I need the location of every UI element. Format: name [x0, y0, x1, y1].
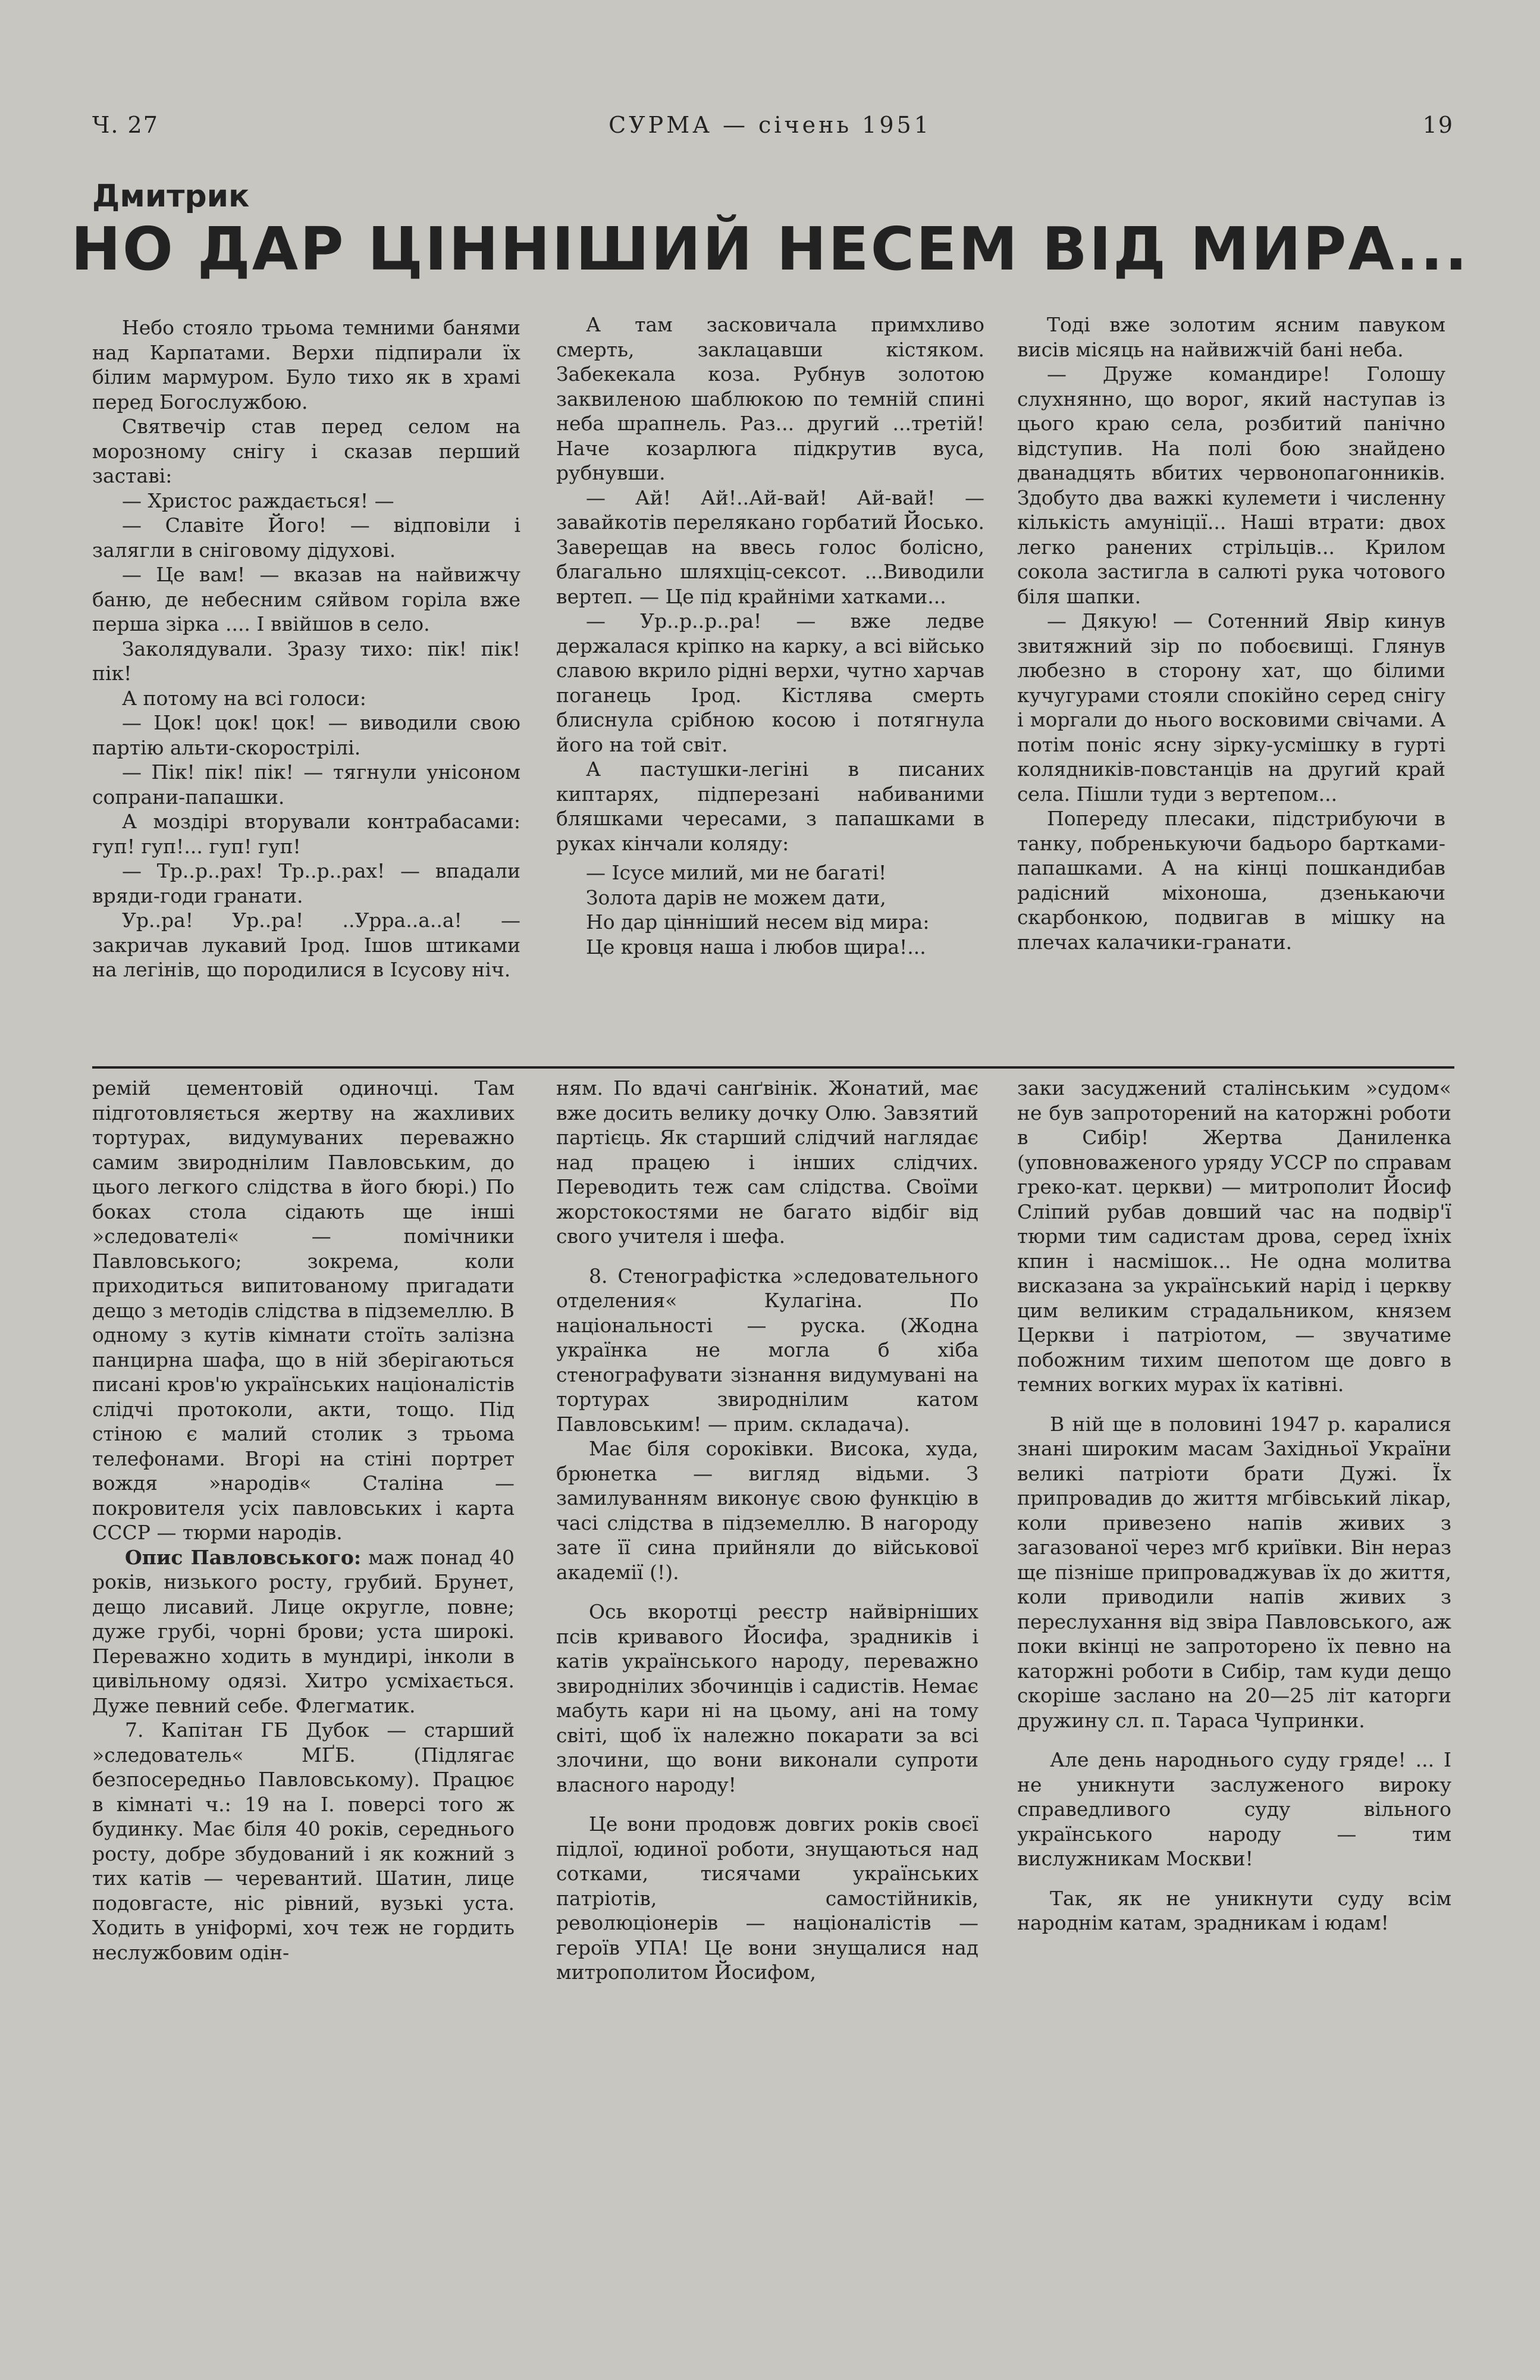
paragraph: Ур..ра! Ур..ра! ..Урра..а..а! — закричав лукавий Ірод. Ішов штиками на легінів, що породилися в Ісусову ніч.	[92, 909, 520, 981]
article-title: НО ДАР ЦІННІШИЙ НЕСЕМ ВІД МИРА...	[71, 214, 1469, 284]
paragraph: — Ай! Ай!..Ай-вай! Ай-вай! — завайкотів перелякано горбатий Йосько. Заверещав на ввесь голос болісно, благально шляхціц-сексот. ...Виводили вертеп. — Це під крайніми хатками...	[556, 486, 984, 608]
paragraph: 8. Стенографістка »следовательного отделения« Кулагіна. По національності — руска. (Жодна українка не могла б хіба стенографувати зізнання видумувані на тортурах звироднілим катом Павловським! — прим. складача).	[556, 1264, 978, 1436]
paragraph: — Цок! цок! цок! — виводили свою партію альти-скорострілі.	[92, 711, 520, 759]
paragraph: Так, як не уникнути суду всім народнім катам, зрадникам і юдам!	[1017, 1886, 1451, 1934]
paragraph: — Славіте Його! — відповіли і залягли в сніговому дідухові.	[92, 513, 520, 562]
paragraph: — Христос раждається! —	[122, 488, 394, 512]
continuation-column-1	[92, 1076, 515, 1965]
paragraph: — Ур..р..р..ра! — вже ледве держалася кріпко на карку, а всі військо славою вкрило рідні верхи, чутно харчав поганець Ірод. Кістлява смерть блиснула срібною косою і потягнула його на той світ.	[556, 609, 984, 756]
verse-line: Но дар цінніший несем від мира:	[586, 910, 930, 934]
paragraph: — Це вам! — вказав на найвижчу баню, де небесним сяйвом горіла вже перша зірка .... І ввійшов в село.	[92, 563, 520, 635]
paragraph: Заколядували. Зразу тихо: пік! пік! пік!	[92, 637, 520, 685]
paragraph: Попереду плесаки, підстрибуючи в танку, побренькуючи бадьоро бартками-папашками. А на кінці пошкандибав радісний міхоноша, дзенькаючи скарбонкою, подвигав в мішку на плечах калачики-гранати.	[1017, 807, 1445, 954]
paragraph: А там засковичала примхливо смерть, заклацавши кістяком. Забекекала коза. Рубнув золотою заквиленою шаблюкою по темній спині неба шрапнель. Раз... другий ...третій! Наче козарлюга підкрутив вуса, рубнувши.	[556, 313, 984, 484]
paragraph	[92, 1545, 515, 1718]
issue-number: Ч. 27	[92, 112, 159, 138]
paragraph: — Тр..р..рах! Тр..р..рах! — впадали вряди-годи гранати.	[92, 859, 520, 907]
paragraph: — Пік! пік! пік! — тягнули унісоном сопрани-папашки.	[92, 760, 520, 809]
story-column-2	[556, 312, 984, 959]
carol-verse	[556, 860, 984, 959]
paragraph: заки засуджений сталінським »судом« не був запроторений на каторжні роботи в Сибір! Жертва Даниленка (уповноваженого уряду УССР по справам греко-кат. церкви) — митрополит Йосиф Сліпий рубав довший час на подвір'ї тюрми тим садистам дрова, серед їхніх кпин і насмішок... Не одна молитва висказана за український нарід і церкву цим великим страдальником, князем Церкви і патріотом, — звучатиме побожним тихим шепотом ще довго в темних вогких мурах їх катівні.	[1017, 1076, 1451, 1396]
paragraph: А потому на всі голоси:	[122, 686, 366, 710]
paragraph: — Дякую! — Сотенний Явір кинув звитяжний зір по побоєвищі. Глянув любезно в сторону хат, що білими кучугурами стояли спокійно серед снігу і моргали до нього восковими свічами. А потім поніс ясну зірку-усмішку в гурті колядників-повстанців на другий край села. Пішли туди з вертепом...	[1017, 609, 1445, 806]
article-author: Дмитрик	[92, 178, 250, 214]
verse-line: Це кровця наша і любов щира!...	[586, 935, 926, 959]
paragraph: А пастушки-легіні в писаних киптарях, підперезані набиваними бляшками чересами, з папашками в руках кінчали коляду:	[556, 757, 984, 855]
paragraph: Тоді вже золотим ясним павуком висів місяць на найвижчій бані неба.	[1017, 313, 1445, 361]
continuation-column-3	[1017, 1076, 1451, 1936]
running-head: СУРМА — січень 1951	[609, 112, 931, 138]
story-column-3	[1017, 312, 1445, 954]
paragraph: Ось вкоротці реєстр найвірніших псів кривавого Йосифа, зрадників і катів українського народу, переважно звироднілих збочинців і садистів. Немає мабуть кари ні на цьому, ані на тому світі, щоб їх належно покарати за всі злочини, що вони виконали супроти власного народу!	[556, 1600, 978, 1796]
page-number: 19	[1422, 112, 1454, 138]
story-column-1	[92, 315, 520, 982]
description-lead: Опис Павловського:	[125, 1545, 362, 1569]
paragraph: Святвечір став перед селом на морозному снігу і сказав перший заставі:	[92, 415, 520, 487]
continuation-column-2	[556, 1076, 978, 1985]
paragraph: 7. Капітан ГБ Дубок — старший »следователь« МҐБ. (Підлягає безпосередньо Павловському). Працює в кімнаті ч.: 19 на I. поверсі того ж будинку. Має біля 40 років, середнього росту, добре збудований і як кожний з тих катів — черевантий. Шатин, лице подовгасте, ніс рівний, вузькі уста. Ходить в уніформі, хоч теж не гордить неслужбовим одін-	[92, 1718, 515, 1964]
paragraph: Має біля сороківки. Висока, худа, брюнетка — вигляд відьми. З замилуванням виконує свою функцію в часі слідства в підземеллю. В нагороду зате її сина прийняли до військової академії (!).	[556, 1437, 978, 1584]
paragraph: Небо стояло трьома темними банями над Карпатами. Верхи підпирали їх білим мармуром. Було тихо як в храмі перед Богослужбою.	[92, 316, 520, 414]
paragraph: А моздірі вторували контрабасами: гуп! гуп!... гуп! гуп!	[92, 810, 520, 858]
verse-line: — Ісусе милий, ми не багаті!	[586, 861, 887, 884]
paragraph: Це вони продовж довгих років своєї підлої, юдиної роботи, знущаються над сотками, тисячами українських патріотів, самостійників, революціонерів — націоналістів — героїв УПА! Це вони знущалися над митрополитом Йосифом,	[556, 1812, 978, 1984]
paragraph: В ній ще в половині 1947 р. каралися знані широким масам Західньої України великі патріоти брати Дужі. Їх припровадив до життя мгбівський лікар, коли привезено напів живих з загазованої через мгб криївки. Він нераз ще пізніше припроваджував їх до життя, коли приводили напів живих з переслухання від звіра Павловського, аж поки вкінці не запроторено їх певно на каторжні роботи в Сибір, там куди дещо скоріше заслано на 20—25 літ каторги дружину сл. п. Тараса Чупринки.	[1017, 1412, 1451, 1732]
paragraph: ням. По вдачі санґвінік. Жонатий, має вже досить велику дочку Олю. Завзятий партієць. Як старший слідчий наглядає над працею і інших слідчих. Переводить теж сам слідства. Своїми жорстокостями не багато відбіг від свого учителя і шефа.	[556, 1076, 978, 1248]
paragraph: — Друже командире! Голошу слухнянно, що ворог, який наступав із цього краю села, розбитий панічно відступив. На полі бою знайдено дванадцять вбитих червонопагонників. Здобуто два важкі кулемети і численну кількість амуніції... Наші втрати: двох легко ранених стрільців... Крилом сокола застигла в салюті рука чотового біля шапки.	[1017, 362, 1445, 608]
section-divider	[92, 1066, 1454, 1069]
paragraph-text: маж понад 40 років, низького росту, грубий. Брунет, дещо лисавий. Лице округле, повне; дуже грубі, чорні брови; уста широкі. Переважно ходить в мундирі, інколи в цивільному одязі. Хитро усміхається. Дуже певний себе. Флегматик.	[92, 1545, 515, 1717]
paragraph: ремій цементовій одиночці. Там підготовляється жертву на жахливих тортурах, видумуваних переважно самим звироднілим Павловським, до цього легкого слідства в його бюрі.) По боках стола сідають ще інші »следователі« — помічники Павловського; зокрема, коли приходиться випитованому пригадати дещо з методів слідства в підземеллю. В одному з кутів кімнати стоїть залізна панцирна шафа, що в ній зберігаються писані кров'ю українських націоналістів слідчі протоколи, акти, тощо. Під стіною є малий столик з трьома телефонами. Вгорі на стіні портрет вождя »народів« Сталіна — покровителя усіх павловських і карта СССР — тюрми народів.	[92, 1076, 515, 1544]
paragraph: Але день народнього суду гряде! ... І не уникнути заслуженого вироку справедливого суду вільного українського народу — тим вислужникам Москви!	[1017, 1748, 1451, 1870]
verse-line: Золота дарів не можем дати,	[586, 885, 886, 909]
